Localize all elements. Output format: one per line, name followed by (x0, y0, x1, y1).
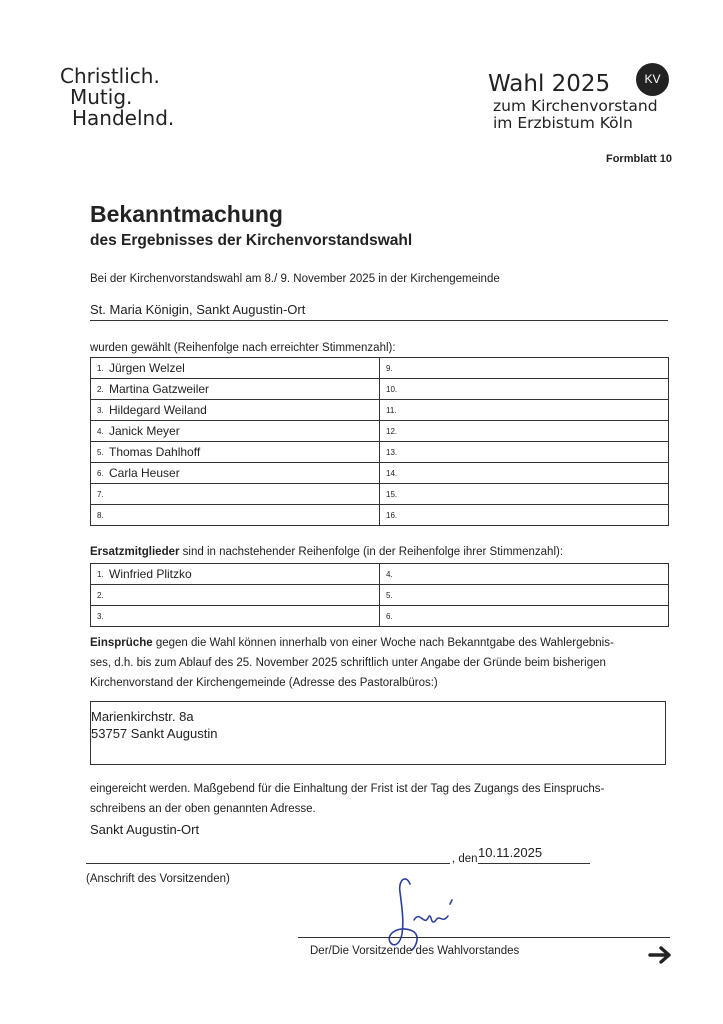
table-cell (91, 442, 380, 463)
rank-number: 16. (386, 511, 398, 520)
table-row (91, 564, 669, 585)
address-city: 53757 Sankt Augustin (91, 726, 218, 741)
election-subtitle-2: im Erzbistum Köln (493, 114, 633, 132)
rank-number: 15. (386, 490, 398, 499)
table-cell (91, 606, 380, 627)
table-row (91, 442, 669, 463)
table-row (91, 463, 669, 484)
rank-number: 2. (97, 591, 104, 600)
rank-number: 12. (386, 427, 398, 436)
rank-number: 5. (97, 448, 104, 457)
page-subtitle: des Ergebnisses der Kirchenvorstandswahl (90, 232, 413, 249)
board-chair-label: Der/Die Vorsitzende des Wahlvorstandes (310, 945, 520, 957)
table-cell (91, 358, 380, 379)
deadline-line-2: schreibens an der oben genannten Adresse. (90, 803, 316, 815)
table-row (91, 358, 669, 379)
table-row (91, 421, 669, 442)
table-row (91, 400, 669, 421)
member-name: Winfried Plitzko (109, 567, 192, 581)
member-name: Carla Heuser (109, 466, 180, 480)
kv-badge: KV (636, 63, 669, 96)
rank-number: 1. (97, 570, 104, 579)
substitutes-label-rest: sind in nachstehender Reihenfolge (in der Reihenfolge ihrer Stimmenzahl): (179, 546, 564, 558)
form-number: Formblatt 10 (605, 153, 672, 165)
table-cell (380, 564, 669, 585)
member-name: Martina Gatzweiler (109, 382, 210, 396)
table-cell (380, 379, 669, 400)
table-cell (380, 421, 669, 442)
table-cell (380, 463, 669, 484)
place-line (86, 863, 450, 864)
slogan-line-2: Mutig. (70, 85, 133, 109)
table-cell (380, 442, 669, 463)
deadline-text (90, 779, 670, 819)
table-cell (91, 421, 380, 442)
table-row (91, 484, 669, 505)
rank-number: 5. (386, 591, 393, 600)
date-line (478, 863, 590, 864)
address-street: Marienkirchstr. 8a (91, 709, 194, 724)
table-row (91, 505, 669, 526)
rank-number: 10. (386, 385, 398, 394)
table-cell (380, 358, 669, 379)
table-cell (91, 585, 380, 606)
rank-number: 4. (386, 570, 393, 579)
deadline-line-1: eingereicht werden. Maßgebend für die Einhaltung der Frist ist der Tag des Zugangs des Einspruchs- (90, 783, 605, 795)
rank-number: 13. (386, 448, 398, 457)
elected-table (90, 357, 669, 526)
table-cell (91, 564, 380, 585)
election-subtitle-1: zum Kirchenvorstand (493, 97, 658, 115)
rank-number: 3. (97, 612, 104, 621)
objection-line-3: Kirchenvorstand der Kirchengemeinde (Adresse des Pastoralbüros:) (90, 677, 438, 689)
rank-number: 11. (386, 406, 397, 415)
table-row (91, 379, 669, 400)
rank-number: 6. (386, 612, 393, 621)
slogan-line-1: Christlich. (60, 64, 160, 88)
table-cell (380, 585, 669, 606)
table-cell (380, 484, 669, 505)
slogan-line-3: Handelnd. (72, 106, 175, 130)
handwritten-signature (370, 870, 480, 955)
member-name: Hildegard Weiland (109, 403, 207, 417)
table-row (91, 606, 669, 627)
table-cell (91, 463, 380, 484)
table-cell (91, 400, 380, 421)
table-cell (91, 379, 380, 400)
election-title: Wahl 2025 (488, 71, 611, 97)
signature-date: 10.11.2025 (478, 845, 543, 860)
table-cell (91, 505, 380, 526)
page-title: Bekanntmachung (90, 201, 283, 227)
substitutes-label-bold: Ersatzmitglieder (90, 546, 180, 558)
slogan (60, 66, 220, 129)
intro-text: Bei der Kirchenvorstandswahl am 8./ 9. November 2025 in der Kirchengemeinde (90, 273, 500, 285)
rank-number: 2. (97, 385, 104, 394)
table-row (91, 585, 669, 606)
rank-number: 9. (386, 364, 393, 373)
date-prefix: , den (452, 853, 478, 865)
rank-number: 6. (97, 469, 104, 478)
table-cell (380, 606, 669, 627)
substitutes-label (90, 546, 563, 558)
objection-line-2: ses, d.h. bis zum Ablauf des 25. November 2025 schriftlich unter Angabe der Gründe beim bisherigen (90, 657, 606, 669)
table-cell (380, 505, 669, 526)
address-box (90, 701, 666, 765)
chair-address-label: (Anschrift des Vorsitzenden) (86, 873, 230, 885)
rank-number: 7. (97, 490, 104, 499)
rank-number: 8. (97, 511, 104, 520)
rank-number: 4. (97, 427, 104, 436)
parish-underline (90, 320, 668, 321)
rank-number: 14. (386, 469, 398, 478)
objection-text (90, 633, 670, 693)
objection-line-1: gegen die Wahl können innerhalb von einer Woche nach Bekanntgabe des Wahlergebnis- (152, 637, 614, 649)
table-cell (91, 484, 380, 505)
rank-number: 1. (97, 364, 104, 373)
member-name: Janick Meyer (109, 424, 180, 438)
substitutes-table (90, 563, 669, 627)
objection-bold: Einsprüche (90, 637, 153, 649)
parish-name: St. Maria Königin, Sankt Augustin-Ort (90, 302, 306, 317)
elected-label: wurden gewählt (Reihenfolge nach erreichter Stimmenzahl): (90, 342, 396, 354)
member-name: Jürgen Welzel (109, 361, 185, 375)
arrow-right-icon (648, 945, 674, 965)
rank-number: 3. (97, 406, 104, 415)
signature-place: Sankt Augustin-Ort (90, 822, 200, 837)
table-cell (380, 400, 669, 421)
chair-signature-line (298, 937, 670, 938)
member-name: Thomas Dahlhoff (109, 445, 201, 459)
